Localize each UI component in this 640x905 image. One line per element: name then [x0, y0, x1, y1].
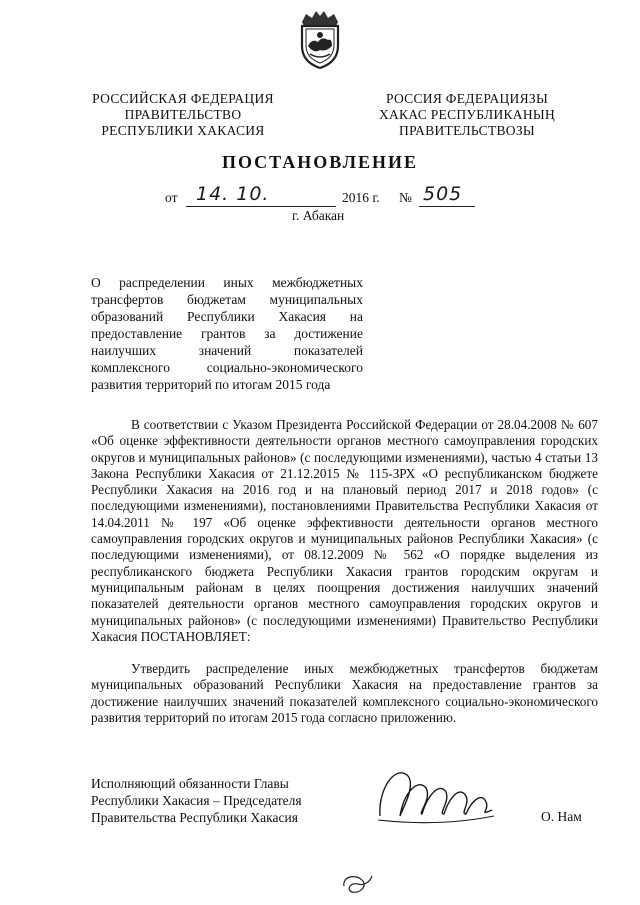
coat-of-arms-icon [294, 8, 346, 70]
signatory-line: Исполняющий обязанности Главы [91, 776, 289, 791]
body-paragraph: Утвердить распределение иных межбюджетных трансфертов бюджетам муниципальных образований Республики Хакасия на предоставление грантов за достижение наилучших значений показателей комплексного социально-экономического развития территорий по итогам 2015 года согласно приложению. [91, 661, 598, 725]
signatory-title [91, 775, 302, 826]
document-title: ПОСТАНОВЛЕНИЕ [221, 152, 419, 172]
header-right-line: ПРАВИТЕЛЬСТВОЗЫ [399, 123, 535, 138]
header-khakas [352, 91, 582, 139]
signatory-line: Республики Хакасия – Председателя [91, 793, 302, 808]
number-label: № [399, 190, 412, 205]
header-russian [78, 91, 288, 139]
signatory-name: О. Нам [541, 809, 582, 824]
signatory-line: Правительства Республики Хакасия [91, 810, 298, 825]
year-label: 2016 г. [342, 190, 380, 205]
header-right-line: ХАКАС РЕСПУБЛИКАНЫҢ [378, 107, 556, 122]
handwritten-number: 505 [423, 183, 463, 205]
date-field [186, 183, 336, 207]
number-field [419, 183, 475, 207]
header-left-line: ПРАВИТЕЛЬСТВО [124, 107, 242, 122]
header-right-line: РОССИЯ ФЕДЕРАЦИЯЗЫ [385, 91, 549, 106]
city: г. Абакан [292, 208, 345, 223]
handwritten-mark [336, 872, 376, 898]
body-paragraph: В соответствии с Указом Президента Российской Федерации от 28.04.2008 № 607 «Об оценке эффективности деятельности органов местного самоуправления городских округов и муниципальных районов» (с последующими изменениями), частью 4 статьи 13 Закона Республики Хакасия от 21.12.2015 № 115-ЗРХ «О республиканском бюджете Республики Хакасия на 2016 год и на плановый период 2017 и 2018 годов» (с последующими изменениями), постановлениями Правительства Республики Хакасия от 14.04.2011 № 197 «Об оценке эффективности деятельности органов местного самоуправления городских округов и муниципальных районов Республики Хакасия» (с последующими изменениями), от 08.12.2009 № 562 «О порядке выделения из республиканского бюджета Республики Хакасия грантов городским округам и муниципальным районам в целях поощрения достижения наилучших значений показателей деятельности органов местного самоуправления городских округов и муниципальных районов» (с последующими изменениями) Правительство Республики Хакасия ПОСТАНОВЛЯЕТ: [91, 417, 598, 644]
header-left-line: РЕСПУБЛИКИ ХАКАСИЯ [101, 123, 265, 138]
handwritten-signature [374, 758, 498, 828]
document-subject: О распределении иных межбюджетных трансфертов бюджетам муниципальных образований Республики Хакасия на предоставление грантов за достижение наилучших значений показателей комплексного социально-экономического развития территорий по итогам 2015 года [91, 275, 363, 392]
date-from-label: от [165, 190, 178, 205]
header-left-line: РОССИЙСКАЯ ФЕДЕРАЦИЯ [92, 91, 274, 106]
handwritten-date: 14. 10. [196, 183, 270, 205]
